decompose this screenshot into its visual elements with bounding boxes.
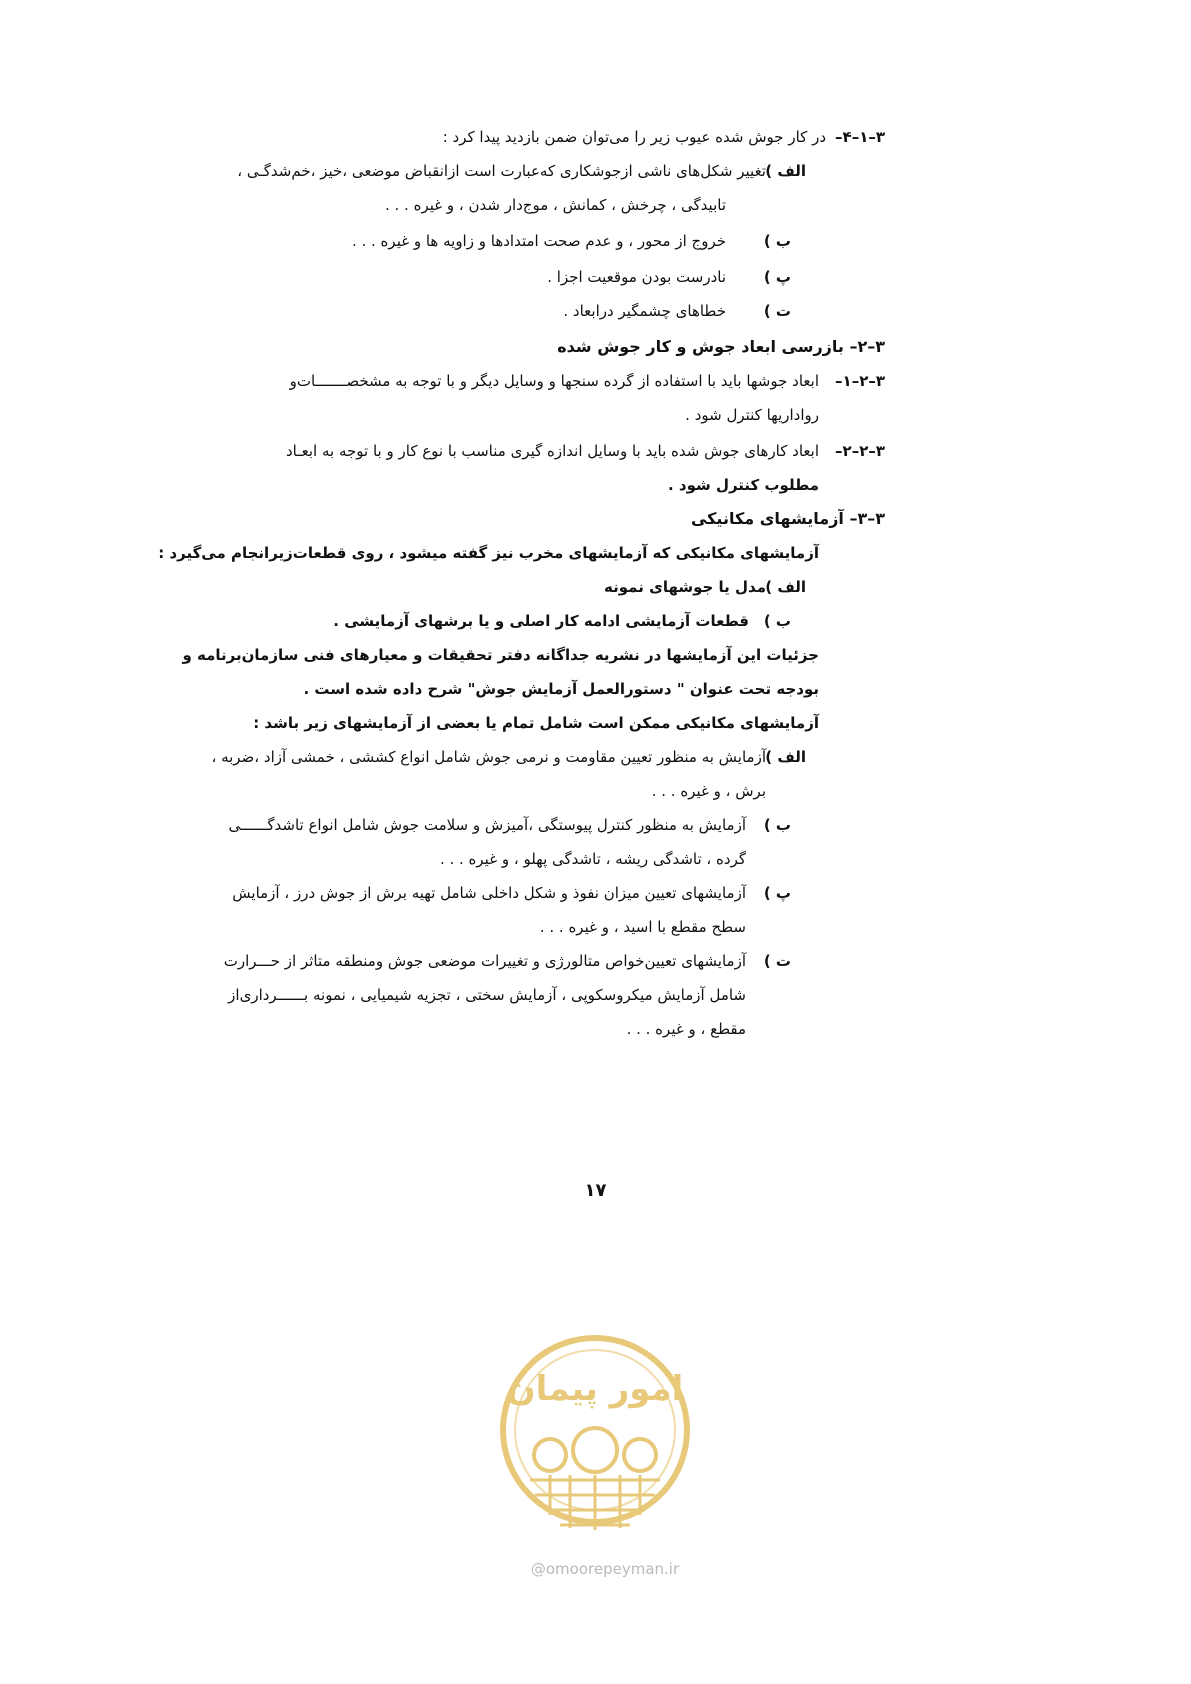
section-number: ۳–۲–۱– — [835, 372, 885, 390]
item-text-cont: سطح مقطع با اسید ، و غیره . . . — [539, 918, 746, 936]
item-text: قطعات آزمایشی ادامه کار اصلی و یا برشهای آزمایشی . — [333, 612, 749, 630]
section-text: ابعاد کارهای جوش شده باید با وسایل اندازه گیری مناسب با نوع کار و با توجه به ابعـاد — [286, 442, 819, 460]
section-text-cont: مطلوب کنترل شود . — [667, 476, 819, 494]
paragraph: آزمایشهای مکانیکی ممکن است شامل تمام یا بعضی از آزمایشهای زیر باشد : — [253, 714, 819, 732]
watermark-logo-text: امور پیمان — [506, 1369, 684, 1409]
item-label: ب ) — [763, 816, 791, 834]
item-text-cont: برش ، و غیره . . . — [651, 782, 766, 800]
item-text: مدل یا جوشهای نمونه — [604, 578, 766, 596]
item-text: خطاهای چشمگیر درابعاد . — [563, 302, 726, 320]
section-heading: ۳–۳– آزمایشهای مکانیکی — [690, 509, 885, 528]
item-label: الف ) — [765, 748, 806, 766]
item-label: الف ) — [765, 578, 806, 596]
item-text: نادرست بودن موقعیت اجزا . — [547, 268, 726, 286]
watermark-seal-icon — [490, 1330, 700, 1580]
item-text-cont: تابیدگی ، چرخش ، کمانش ، موج‌دار شدن ، و غیره . . . — [384, 196, 726, 214]
item-text: خروج از محور ، و عدم صحت امتدادها و زاویه ها و غیره . . . — [351, 232, 726, 250]
item-text: آزمایشهای تعیین میزان نفوذ و شکل داخلی شامل تهیه برش از جوش درز ، آزمایش — [232, 884, 746, 902]
paragraph-cont: بودجه تحت عنوان " دستورالعمل آزمایش جوش" شرح داده شده است . — [303, 680, 819, 698]
item-label: ت ) — [763, 302, 791, 320]
section-text-cont: رواداریها کنترل شود . — [685, 406, 819, 424]
item-label: ت ) — [763, 952, 791, 970]
section-text: ابعاد جوشها باید با استفاده از گرده سنجها و وسایل دیگر و با توجه به مشخصـــــــات‌و — [289, 372, 819, 390]
section-number: ۳–۲–۲– — [835, 442, 885, 460]
item-text-cont: مقطع ، و غیره . . . — [626, 1020, 746, 1038]
item-text: آزمایش به منظور تعیین مقاومت و نرمی جوش شامل انواع کششی ، خمشی آزاد ،ضربه ، — [211, 748, 766, 766]
paragraph: جزئیات این آزمایشها در نشریه جداگانه دفتر تحقیقات و معیارهای فنی سازمان‌برنامه و — [182, 646, 819, 664]
item-label: الف ) — [765, 162, 806, 180]
watermark-url: @omoorepeyman.ir — [530, 1560, 680, 1578]
item-label: پ ) — [763, 884, 791, 902]
item-text-cont: گرده ، تاشدگی ریشه ، تاشدگی پهلو ، و غیره . . . — [439, 850, 746, 868]
item-label: ب ) — [763, 232, 791, 250]
page-number: ۱۷ — [584, 1180, 607, 1201]
item-label: ب ) — [763, 612, 791, 630]
item-text: آزمایش به منظور کنترل پیوستگی ،آمیزش و سلامت جوش شامل انواع تاشدگــــــی — [228, 816, 746, 834]
section-number: ۳–۱–۴– — [835, 128, 885, 146]
item-text: آزمایشهای تعیین‌خواص متالورژی و تغییرات موضعی جوش ومنطقه متاثر از حـــرارت — [223, 952, 746, 970]
item-label: پ ) — [763, 268, 791, 286]
item-text: تغییر شکل‌های ناشی ازجوشکاری که‌عبارت است ازانقباض موضعی ،خیز ،خم‌شدگـی ، — [237, 162, 766, 180]
item-text-cont: شامل آزمایش میکروسکوپی ، آزمایش سختی ، تجزیه شیمیایی ، نمونه بــــــرداری‌از — [228, 986, 746, 1004]
section-text: در کار جوش شده عیوب زیر را می‌توان ضمن بازدید پیدا کرد : — [442, 128, 826, 146]
section-heading: ۳–۲– بازرسی ابعاد جوش و کار جوش شده — [557, 337, 885, 356]
paragraph: آزمایشهای مکانیکی که آزمایشهای مخرب نیز گفته میشود ، روی قطعات‌زیرانجام می‌گیرد : — [158, 544, 819, 562]
